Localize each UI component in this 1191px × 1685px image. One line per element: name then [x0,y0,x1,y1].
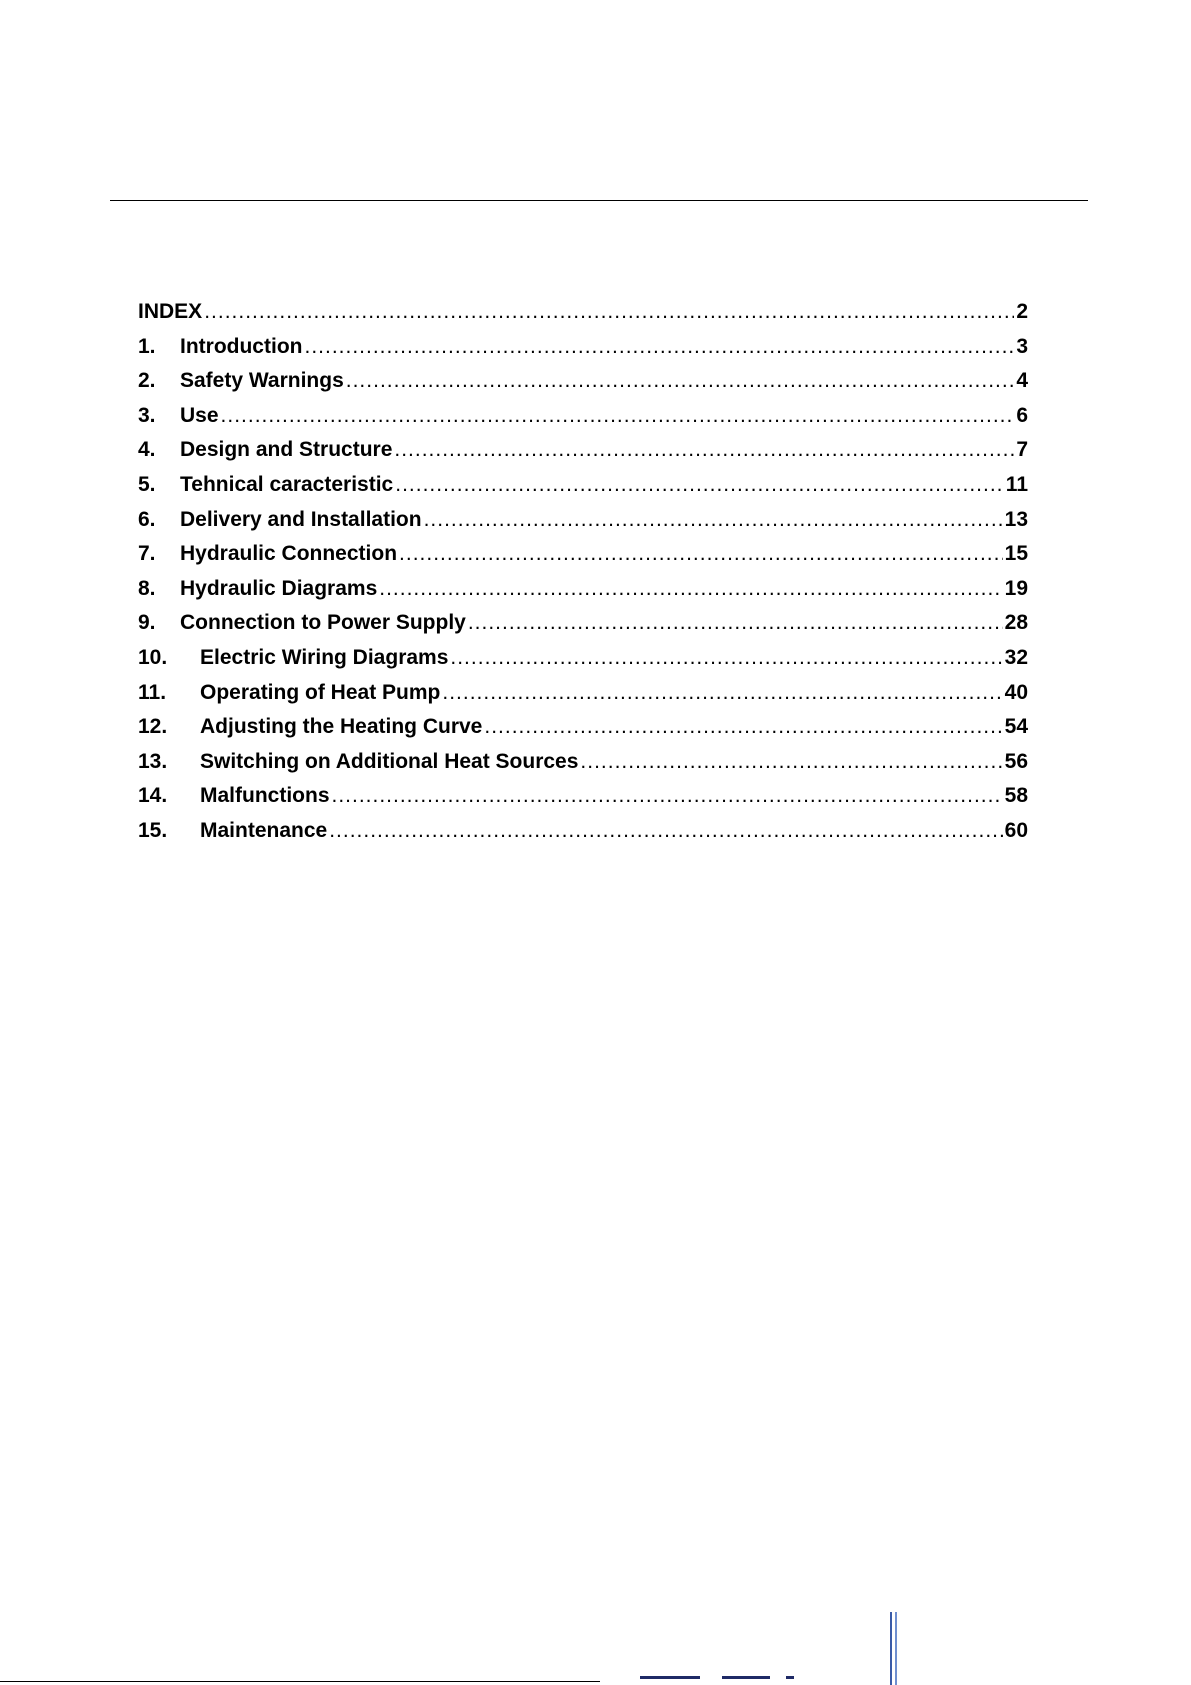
toc-entry-title: Operating of Heat Pump [200,680,441,704]
toc-dot-leader [329,819,1002,843]
toc-entry-switching-on-additional-heat-sources[interactable] [138,750,1028,785]
toc-entry-number: 3. [138,403,156,427]
toc-entry-page: 2 [1016,300,1028,323]
toc-dot-leader [442,681,1002,705]
toc-entry-page: 56 [1004,749,1028,773]
toc-entry-number: 11. [138,680,167,704]
toc-dot-leader [346,369,1015,393]
toc-entry-title: Connection to Power Supply [180,611,466,635]
toc-dot-leader [204,300,1014,324]
toc-entry-title: Safety Warnings [180,369,344,393]
footer-ornament [722,1676,770,1679]
toc-dot-leader [221,404,1015,428]
toc-dot-leader [580,750,1002,774]
toc-entry-page: 4 [1016,369,1028,393]
toc-dot-leader [450,646,1002,670]
toc-entry-title: Use [180,403,219,427]
toc-entry-page: 28 [1004,611,1028,635]
toc-entry-page: 54 [1004,715,1028,739]
footer-ornament [786,1676,794,1679]
toc-entry-page: 15 [1004,542,1028,566]
toc-entry-title: Hydraulic Connection [180,542,398,566]
toc-entry-title: Tehnical caracteristic [180,472,394,496]
toc-entry-title: Design and Structure [180,438,393,462]
toc-dot-leader [332,784,1003,808]
toc-entry-number: 14. [138,784,168,808]
toc-entry-number: 15. [138,818,168,842]
footer-divider [0,1681,600,1682]
toc-entry-page: 40 [1004,680,1028,704]
toc-entry-adjusting-the-heating-curve[interactable] [138,715,1028,750]
toc-dot-leader [379,577,1002,601]
toc-entry-page: 13 [1004,507,1028,531]
toc-entry-title: INDEX [138,300,203,323]
toc-entry-title: Malfunctions [200,784,330,808]
toc-dot-leader [468,611,1003,635]
toc-entry-page: 3 [1016,334,1028,358]
toc-entry-number: 10. [138,645,168,669]
toc-dot-leader [484,715,1002,739]
toc-entry-page: 19 [1004,576,1028,600]
toc-entry-electric-wiring-diagrams[interactable] [138,646,1028,681]
toc-entry-title: Adjusting the Heating Curve [200,715,483,739]
toc-entry-number: 12. [138,715,168,739]
toc-entry-technical-characteristic[interactable] [138,473,1028,508]
toc-dot-leader [399,542,1003,566]
toc-entry-title: Maintenance [200,818,328,842]
toc-entry-number: 9. [138,611,156,635]
toc-entry-number: 13. [138,749,168,773]
toc-entry-number: 8. [138,576,156,600]
toc-dot-leader [395,473,1004,497]
header-divider [110,200,1088,201]
toc-entry-page: 6 [1016,403,1028,427]
toc-dot-leader [304,335,1014,359]
toc-entry-connection-to-power-supply[interactable] [138,611,1028,646]
toc-entry-design-and-structure[interactable] [138,438,1028,473]
toc-entry-number: 6. [138,507,156,531]
toc-entry-delivery-and-installation[interactable] [138,508,1028,543]
toc-entry-page: 60 [1004,818,1028,842]
toc-entry-use[interactable] [138,404,1028,439]
table-of-contents [138,300,1028,854]
toc-entry-hydraulic-diagrams[interactable] [138,577,1028,612]
toc-entry-number: 7. [138,542,156,566]
toc-entry-index[interactable] [138,300,1028,335]
toc-entry-maintenance[interactable] [138,819,1028,854]
toc-dot-leader [424,508,1003,532]
toc-entry-introduction[interactable] [138,335,1028,370]
toc-entry-title: Switching on Additional Heat Sources [200,749,579,773]
toc-entry-title: Hydraulic Diagrams [180,576,378,600]
toc-entry-malfunctions[interactable] [138,784,1028,819]
page-margin-accent-bar [890,1612,892,1685]
toc-entry-page: 32 [1004,645,1028,669]
toc-entry-title: Delivery and Installation [180,507,422,531]
toc-entry-operating-of-heat-pump[interactable] [138,681,1028,716]
toc-entry-number: 5. [138,472,156,496]
toc-entry-number: 4. [138,438,156,462]
toc-entry-number: 2. [138,369,156,393]
toc-entry-number: 1. [138,334,156,358]
toc-entry-safety-warnings[interactable] [138,369,1028,404]
footer-ornament [640,1676,700,1679]
page-margin-accent-bar [895,1612,897,1685]
toc-entry-hydraulic-connection[interactable] [138,542,1028,577]
toc-entry-title: Introduction [180,334,303,358]
toc-dot-leader [394,438,1014,462]
toc-entry-page: 7 [1016,438,1028,462]
toc-entry-page: 11 [1005,472,1028,496]
toc-entry-title: Electric Wiring Diagrams [200,645,449,669]
toc-entry-page: 58 [1004,784,1028,808]
